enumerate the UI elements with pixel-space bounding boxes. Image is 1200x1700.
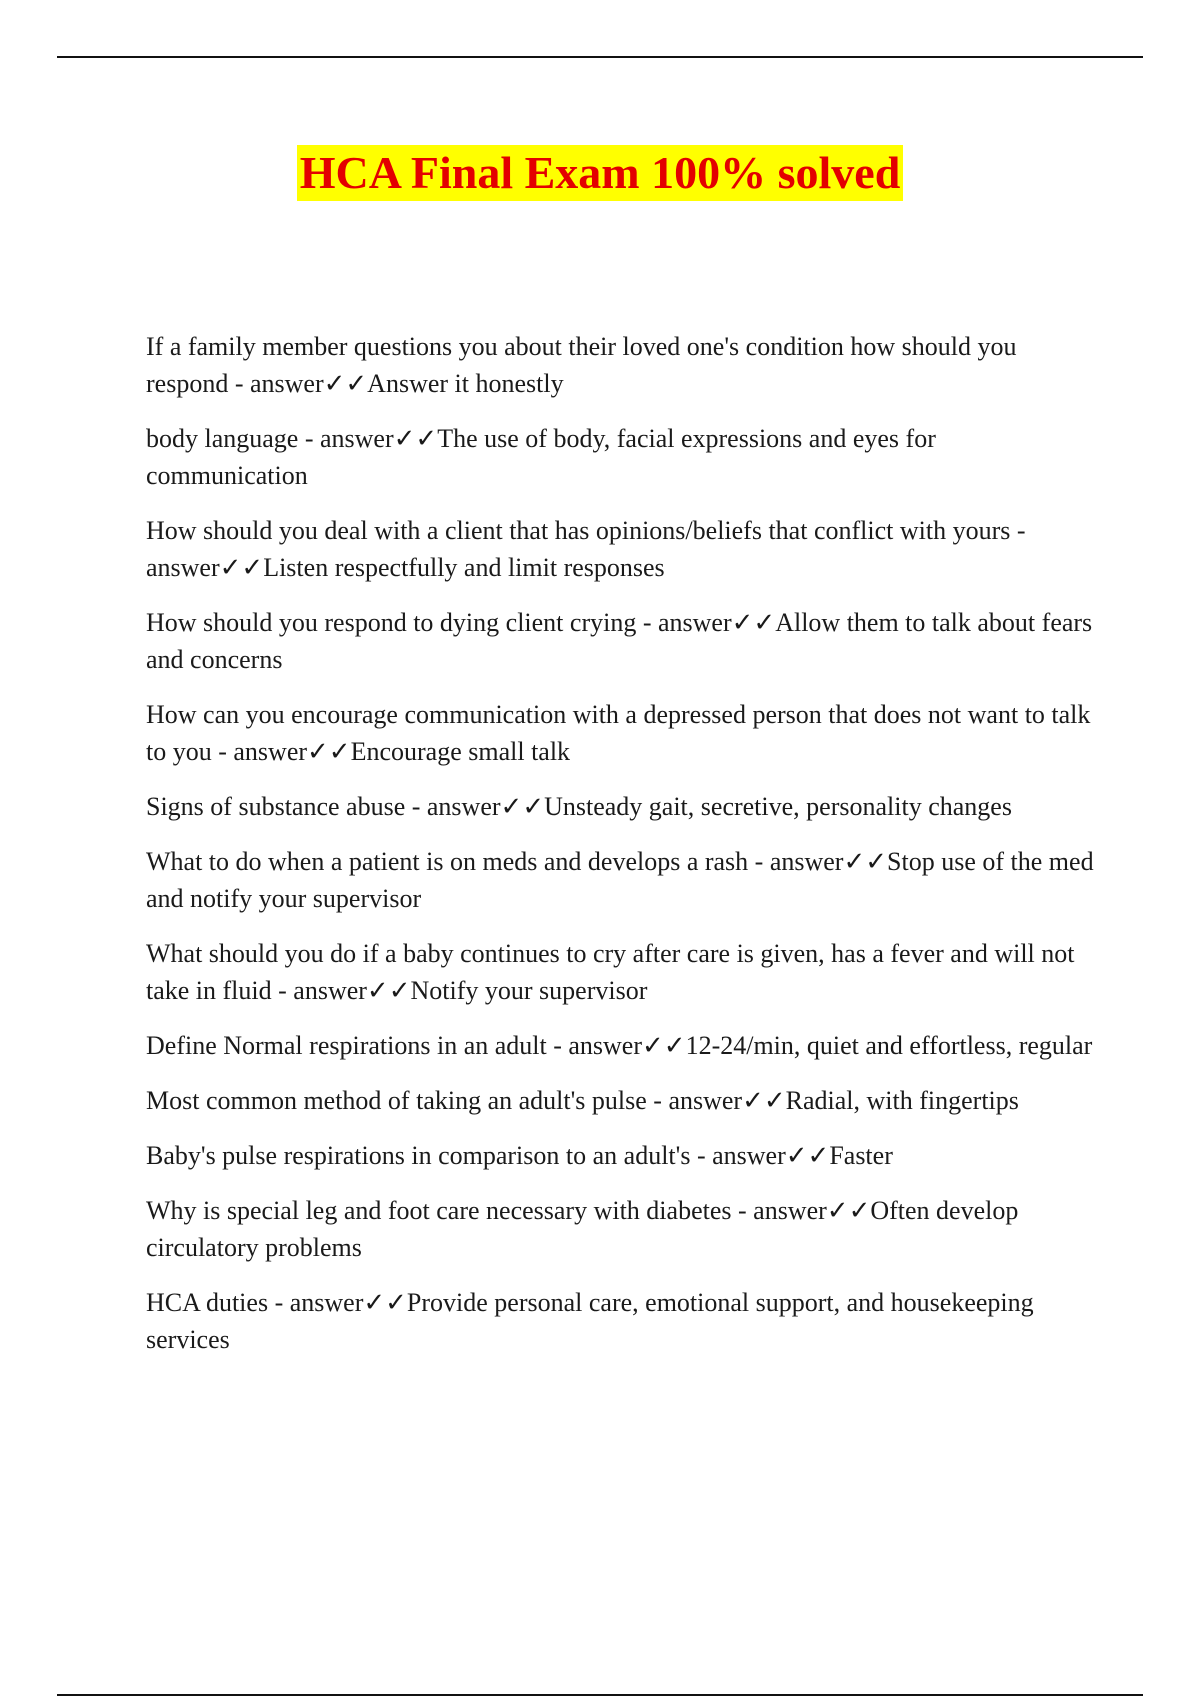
qa-item: If a family member questions you about their loved one's condition how should you respond - answer✓✓Answer it honestly xyxy=(146,332,1017,398)
qa-item: Baby's pulse respirations in comparison to an adult's - answer✓✓Faster xyxy=(146,1141,893,1170)
qa-item: How should you respond to dying client crying - answer✓✓Allow them to talk about fears and concerns xyxy=(146,608,1093,674)
qa-list xyxy=(146,328,1096,1376)
qa-item: What should you do if a baby continues to cry after care is given, has a fever and will not take in fluid - answer✓✓Notify your supervisor xyxy=(146,939,1075,1005)
qa-item: Signs of substance abuse - answer✓✓Unsteady gait, secretive, personality changes xyxy=(146,792,1012,821)
qa-item: Define Normal respirations in an adult - answer✓✓12-24/min, quiet and effortless, regular xyxy=(146,1031,1093,1060)
bottom-divider xyxy=(57,1694,1143,1696)
top-divider xyxy=(57,56,1143,58)
qa-item: How can you encourage communication with a depressed person that does not want to talk to you - answer✓✓Encourage small talk xyxy=(146,700,1091,766)
qa-item: Most common method of taking an adult's pulse - answer✓✓Radial, with fingertips xyxy=(146,1086,1019,1115)
qa-item: How should you deal with a client that has opinions/beliefs that conflict with yours - answer✓✓Listen respectfully and limit responses xyxy=(146,516,1026,582)
document-title: HCA Final Exam 100% solved xyxy=(297,145,904,201)
qa-item: What to do when a patient is on meds and develops a rash - answer✓✓Stop use of the med and notify your supervisor xyxy=(146,847,1094,913)
qa-item: body language - answer✓✓The use of body, facial expressions and eyes for communication xyxy=(146,424,936,490)
title-container xyxy=(0,145,1200,201)
qa-item: HCA duties - answer✓✓Provide personal care, emotional support, and housekeeping services xyxy=(146,1288,1034,1354)
qa-item: Why is special leg and foot care necessary with diabetes - answer✓✓Often develop circulatory problems xyxy=(146,1196,1019,1262)
